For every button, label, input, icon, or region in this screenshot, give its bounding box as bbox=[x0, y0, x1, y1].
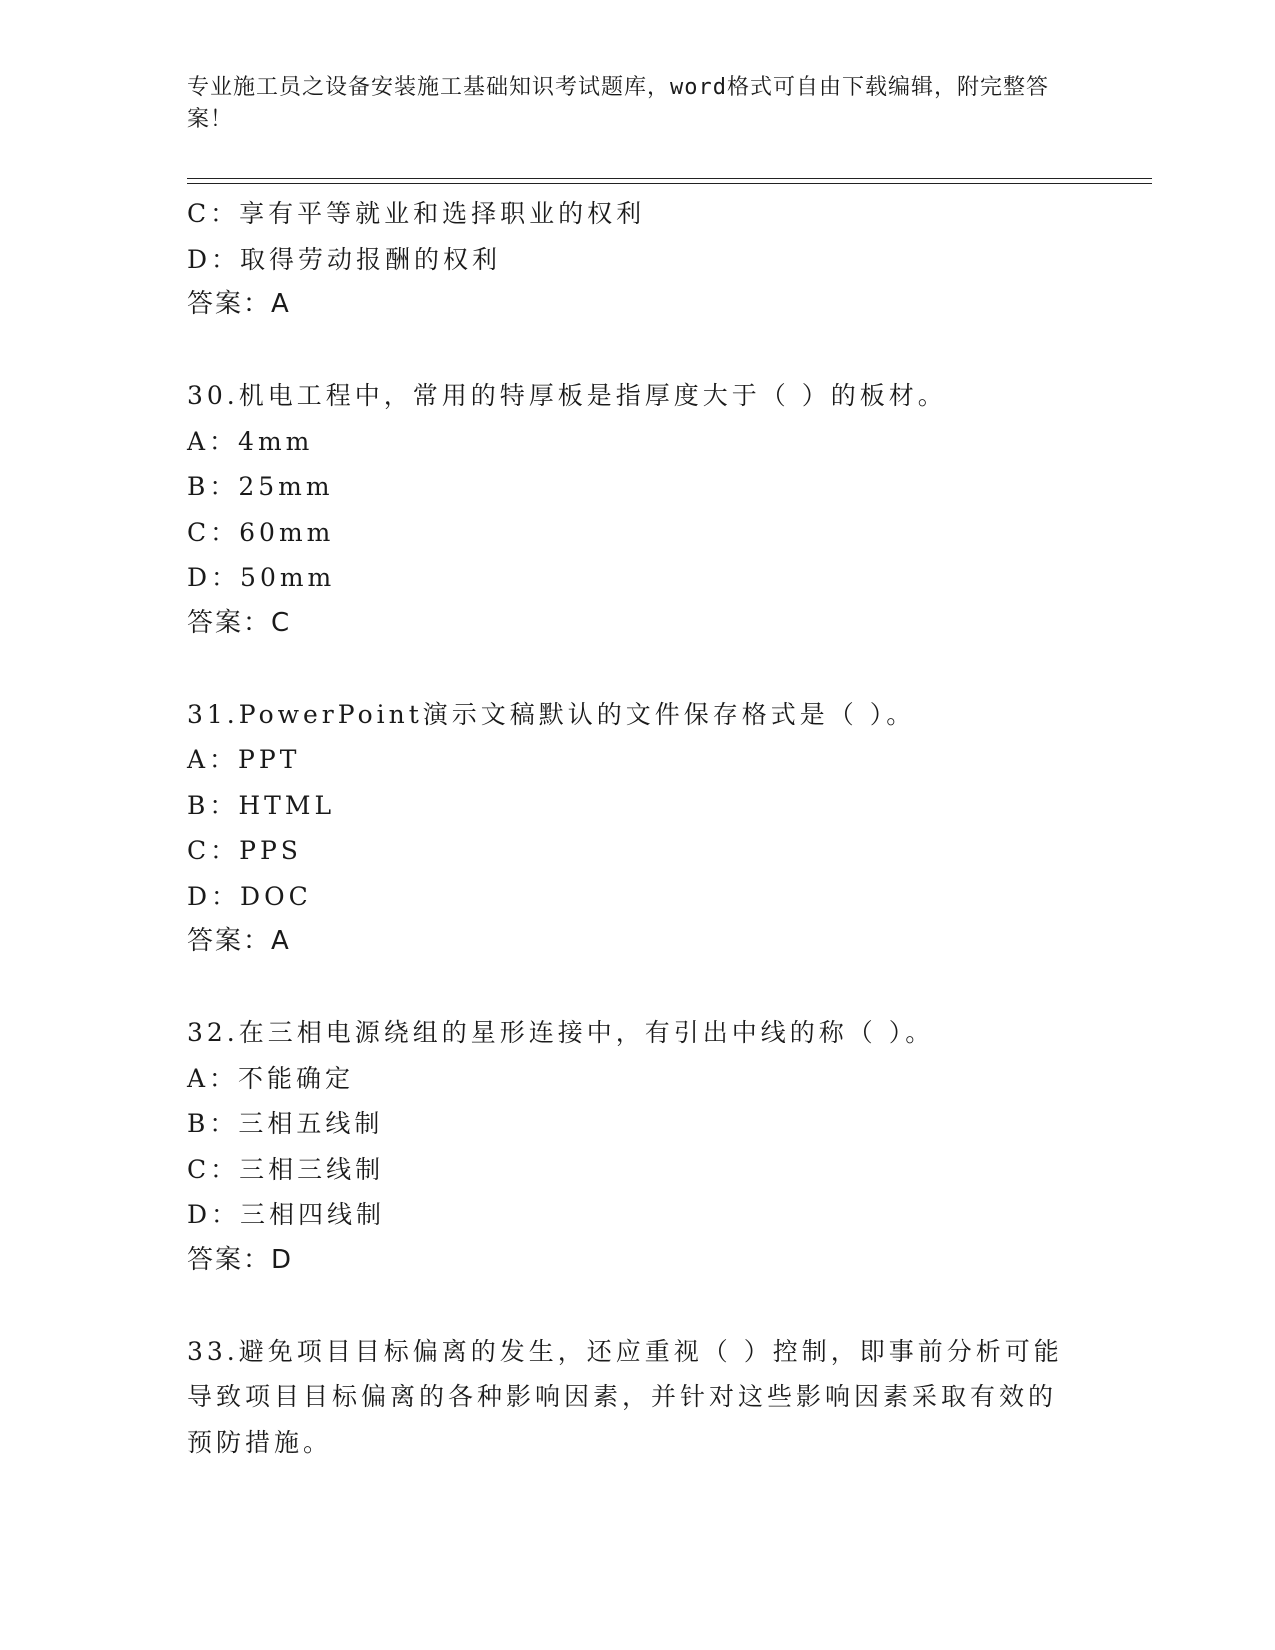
question-30 bbox=[187, 373, 1067, 646]
header-divider-top bbox=[187, 178, 1152, 179]
option-b: B：HTML bbox=[187, 790, 336, 820]
option-d: D：三相四线制 bbox=[187, 1200, 386, 1229]
question-stem: 30.机电工程中，常用的特厚板是指厚度大于（ ）的板材。 bbox=[187, 381, 947, 410]
option-d: D：取得劳动报酬的权利 bbox=[187, 244, 502, 274]
question-33 bbox=[187, 1329, 1067, 1466]
document-header: 专业施工员之设备安装施工基础知识考试题库，word格式可自由下载编辑，附完整答案！ bbox=[187, 75, 1049, 132]
option-c: C：60mm bbox=[187, 517, 335, 547]
spacer bbox=[187, 1283, 1067, 1329]
option-d: D：DOC bbox=[187, 881, 312, 911]
spacer bbox=[187, 965, 1067, 1011]
option-c: C：享有平等就业和选择职业的权利 bbox=[187, 199, 646, 228]
answer-line: 答案：D bbox=[187, 1244, 294, 1275]
answer-line: 答案：A bbox=[187, 289, 291, 319]
option-b: B：三相五线制 bbox=[187, 1109, 384, 1138]
question-32 bbox=[187, 1010, 1067, 1283]
option-a: A：4mm bbox=[187, 426, 314, 456]
spacer bbox=[187, 646, 1067, 692]
option-a: A：PPT bbox=[187, 745, 301, 774]
answer-line: 答案：A bbox=[187, 926, 291, 956]
spacer bbox=[187, 328, 1067, 374]
question-29-continuation bbox=[187, 191, 1067, 328]
option-c: C：三相三线制 bbox=[187, 1154, 385, 1184]
answer-line: 答案：C bbox=[187, 607, 292, 638]
option-b: B：25mm bbox=[187, 472, 334, 501]
question-stem: 33.避免项目目标偏离的发生，还应重视（ ）控制，即事前分析可能导致项目目标偏离的各种影响因素，并针对这些影响因素采取有效的预防措施。 bbox=[187, 1336, 1063, 1457]
option-a: A：不能确定 bbox=[187, 1063, 355, 1093]
option-d: D：50mm bbox=[187, 563, 336, 592]
header-divider-bottom bbox=[187, 183, 1152, 184]
question-stem: 31.PowerPoint演示文稿默认的文件保存格式是（ ）。 bbox=[187, 699, 916, 729]
question-31 bbox=[187, 692, 1067, 965]
question-content bbox=[187, 191, 1067, 1465]
question-stem: 32.在三相电源绕组的星形连接中，有引出中线的称（ ）。 bbox=[187, 1018, 935, 1047]
option-c: C：PPS bbox=[187, 836, 302, 865]
